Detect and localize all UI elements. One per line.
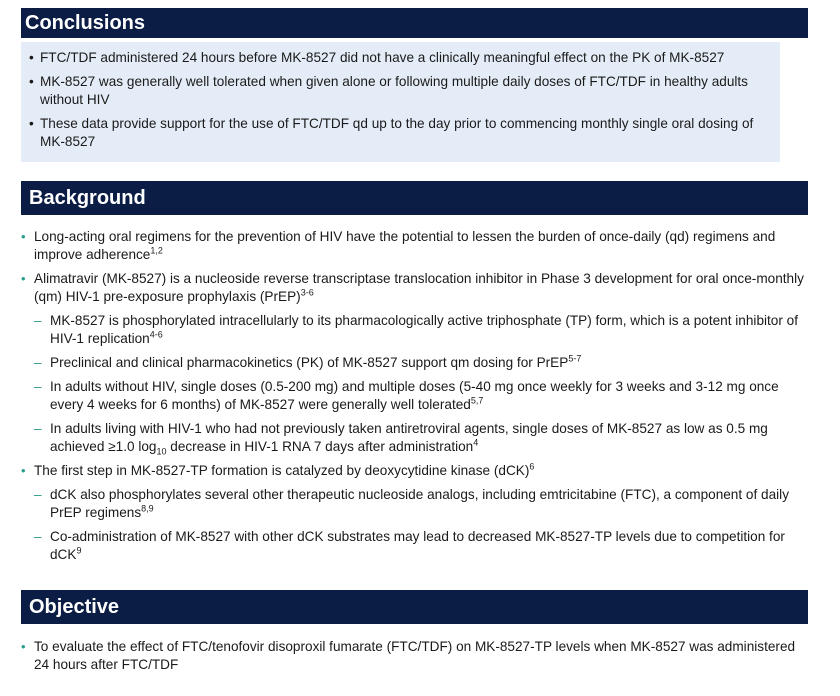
- background-item: [21, 270, 808, 306]
- background-subtext: In adults living with HIV-1 who had not previously taken antiretroviral agents, single doses of MK-8527 as low as 0.5 mg achieved ≥1.0 $\log_{10}$ decrease in HIV-1 RNA 7 days after administration$^4$: [50, 421, 768, 457]
- dash-icon: –: [34, 379, 42, 394]
- background-subtext: MK-8527 is phosphorylated intracellularly to its pharmacologically active triphosphate (TP) form, which is a potent inhibitor of HIV-1 replication$^{4-6}$: [50, 313, 799, 346]
- background-subitem: [21, 312, 808, 348]
- background-subtext: Co-administration of MK-8527 with other dCK substrates may lead to decreased MK-8527-TP levels due to competition for dCK$^9$: [50, 529, 785, 562]
- bullet-icon: •: [21, 463, 26, 478]
- background-text: The first step in MK-8527-TP formation is catalyzed by deoxycytidine kinase (dCK)$^6$: [34, 461, 535, 478]
- conclusions-box: [21, 42, 780, 162]
- conclusions-title: Conclusions: [25, 11, 146, 34]
- objective-header: [21, 590, 808, 624]
- dash-icon: –: [34, 355, 42, 370]
- conclusions-header: [21, 8, 808, 38]
- conclusion-item: [29, 73, 774, 109]
- conclusion-text: FTC/TDF administered 24 hours before MK-8527 did not have a clinically meaningful effect on the PK of MK-8527: [40, 50, 725, 65]
- bullet-icon: •: [29, 50, 34, 65]
- background-subtext: In adults without HIV, single doses (0.5-200 mg) and multiple doses (5-40 mg once weekly for 3 weeks and 3-12 mg once every 4 weeks for 6 months) of MK-8527 were generally well tolerated$^{5,7}$: [50, 379, 779, 412]
- background-subtext: Preclinical and clinical pharmacokinetics (PK) of MK-8527 support qm dosing for PrEP$^{5-7}$: [50, 353, 582, 370]
- background-text: Long-acting oral regimens for the prevention of HIV have the potential to lessen the burden of once-daily (qd) regimens and improve adherence$^{1,2}$: [34, 229, 776, 262]
- bullet-icon: •: [21, 271, 26, 286]
- objective-item: [21, 638, 808, 674]
- background-subitem: [21, 486, 808, 522]
- background-header: [21, 181, 808, 215]
- conclusion-text: MK-8527 was generally well tolerated when given alone or following multiple daily doses of FTC/TDF in healthy adults without HIV: [40, 74, 748, 107]
- background-item: [21, 462, 808, 480]
- background-item: [21, 228, 808, 264]
- background-subitem: [21, 378, 808, 414]
- dash-icon: –: [34, 421, 42, 436]
- bullet-icon: •: [21, 639, 26, 654]
- background-subitem: [21, 354, 808, 372]
- conclusion-item: [29, 49, 774, 67]
- background-subitem: [21, 420, 808, 456]
- bullet-icon: •: [21, 229, 26, 244]
- dash-icon: –: [34, 487, 42, 502]
- bullet-icon: •: [29, 116, 34, 131]
- objective-title: Objective: [29, 595, 120, 618]
- conclusion-text: These data provide support for the use of FTC/TDF qd up to the day prior to commencing monthly single oral dosing of MK-8527: [40, 116, 754, 149]
- objective-text: To evaluate the effect of FTC/tenofovir disoproxil fumarate (FTC/TDF) on MK-8527-TP levels when MK-8527 was administered 24 hours after FTC/TDF: [34, 639, 796, 672]
- bullet-icon: •: [29, 74, 34, 89]
- dash-icon: –: [34, 529, 42, 544]
- background-title: Background: [29, 186, 146, 209]
- dash-icon: –: [34, 313, 42, 328]
- conclusion-item: [29, 115, 774, 151]
- objective-body: [21, 638, 808, 680]
- background-subitem: [21, 528, 808, 564]
- background-body: [21, 228, 808, 570]
- background-subtext: dCK also phosphorylates several other therapeutic nucleoside analogs, including emtricitabine (FTC), a component of daily PrEP regimens$^{8,9}$: [50, 487, 789, 520]
- background-text: Alimatravir (MK-8527) is a nucleoside reverse transcriptase translocation inhibitor in Phase 3 development for oral once-monthly (qm) HIV-1 pre-exposure prophylaxis (PrEP)$^{3-6}$: [34, 271, 804, 304]
